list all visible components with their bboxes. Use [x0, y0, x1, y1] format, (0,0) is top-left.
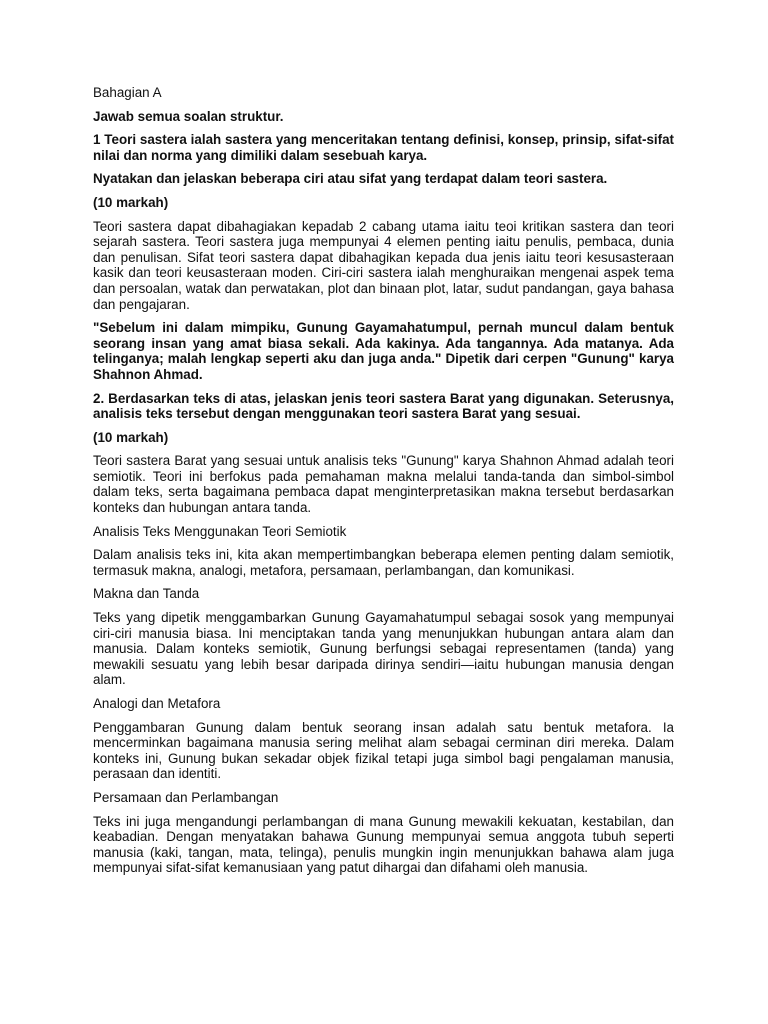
question-2-marks: (10 markah)	[93, 429, 169, 445]
question-1-marks: (10 markah)	[93, 194, 169, 210]
question-2: 2. Berdasarkan teks di atas, jelaskan jenis teori sastera Barat yang digunakan. Seterusnya, analisis teks tersebut dengan menggunakan teori sastera Barat yang sesuai.	[93, 390, 674, 422]
instruction: Jawab semua soalan struktur.	[93, 108, 284, 124]
section-body-persamaan: Teks ini juga mengandungi perlambangan di mana Gunung mewakili kekuatan, kestabilan, dan keabadian. Dengan menyatakan bahawa Gunung mempunyai semua anggota tubuh seperti manusia (kaki, tangan, mata, telinga), penulis mungkin ingin menunjukkan bahawa alam juga mempunyai sifat-sifat kemanusiaan yang patut dihargai dan difahami oleh manusia.	[93, 813, 674, 876]
section-title: Bahagian A	[93, 85, 162, 100]
analysis-heading: Analisis Teks Menggunakan Teori Semiotik	[93, 523, 347, 539]
question-1-answer: Teori sastera dapat dibahagiakan kepadab 2 cabang utama iaitu teoi kritikan sastera dan teori sejarah sastera. Teori sastera juga mempunyai 4 elemen penting iaitu penulis, pembaca, dunia dan penulisan. Sifat teori sastera dapat dibahagikan kepada dua jenis iaitu teori kesusasteraan kasik dan teori keusasteraan moden. Ciri-ciri sastera ialah menghuraikan mengenai aspek tema dan persoalan, watak dan perwatakan, plot dan binaan plot, latar, sudut pandangan, gaya bahasa dan pengajaran.	[93, 218, 674, 312]
section-heading-makna: Makna dan Tanda	[93, 586, 200, 602]
question-2-intro: Teori sastera Barat yang sesuai untuk analisis teks "Gunung" karya Shahnon Ahmad adalah teori semiotik. Teori ini berfokus pada pemahaman makna melalui tanda-tanda dan simbol-simbol dalam teks, serta bagaimana pembaca dapat menginterpretasikan makna tersebut berdasarkan konteks dan hubungan antara tanda.	[93, 453, 674, 516]
section-body-makna: Teks yang dipetik menggambarkan Gunung Gayamahatumpul sebagai sosok yang mempunyai ciri-ciri manusia biasa. Ini menciptakan tanda yang menunjukkan hubungan antara alam dan manusia. Dalam konteks semiotik, Gunung berfungsi sebagai representamen (tanda) yang mewakili sesuatu yang lebih besar daripada dirinya sendiri—iaitu hubungan manusia dengan alam.	[93, 610, 674, 688]
section-heading-analogi: Analogi dan Metafora	[93, 696, 221, 711]
section-body-analogi: Penggambaran Gunung dalam bentuk seorang insan adalah satu bentuk metafora. Ia mencerminkan bagaimana manusia sering melihat alam sebagai cerminan diri mereka. Dalam konteks ini, Gunung bukan sekadar objek fizikal tetapi juga simbol bagi pengalaman manusia, perasaan dan identiti.	[93, 719, 674, 782]
analysis-intro: Dalam analisis teks ini, kita akan mempertimbangkan beberapa elemen penting dalam semiotik, termasuk makna, analogi, metafora, persamaan, perlambangan, dan komunikasi.	[93, 547, 674, 578]
question-1-task: Nyatakan dan jelaskan beberapa ciri atau sifat yang terdapat dalam teori sastera.	[93, 171, 608, 187]
section-heading-persamaan: Persamaan dan Perlambangan	[93, 789, 279, 805]
document-page	[93, 85, 674, 884]
question-1: 1 Teori sastera ialah sastera yang menceritakan tentang definisi, konsep, prinsip, sifat-sifat nilai dan norma yang dimiliki dalam sesebuah karya.	[93, 132, 674, 163]
quote-excerpt: "Sebelum ini dalam mimpiku, Gunung Gayamahatumpul, pernah muncul dalam bentuk seorang insan yang amat biasa sekali. Ada kakinya. Ada tangannya. Ada matanya. Ada telinganya; malah lengkap seperti aku dan juga anda." Dipetik dari cerpen "Gunung" karya Shahnon Ahmad.	[93, 320, 674, 382]
